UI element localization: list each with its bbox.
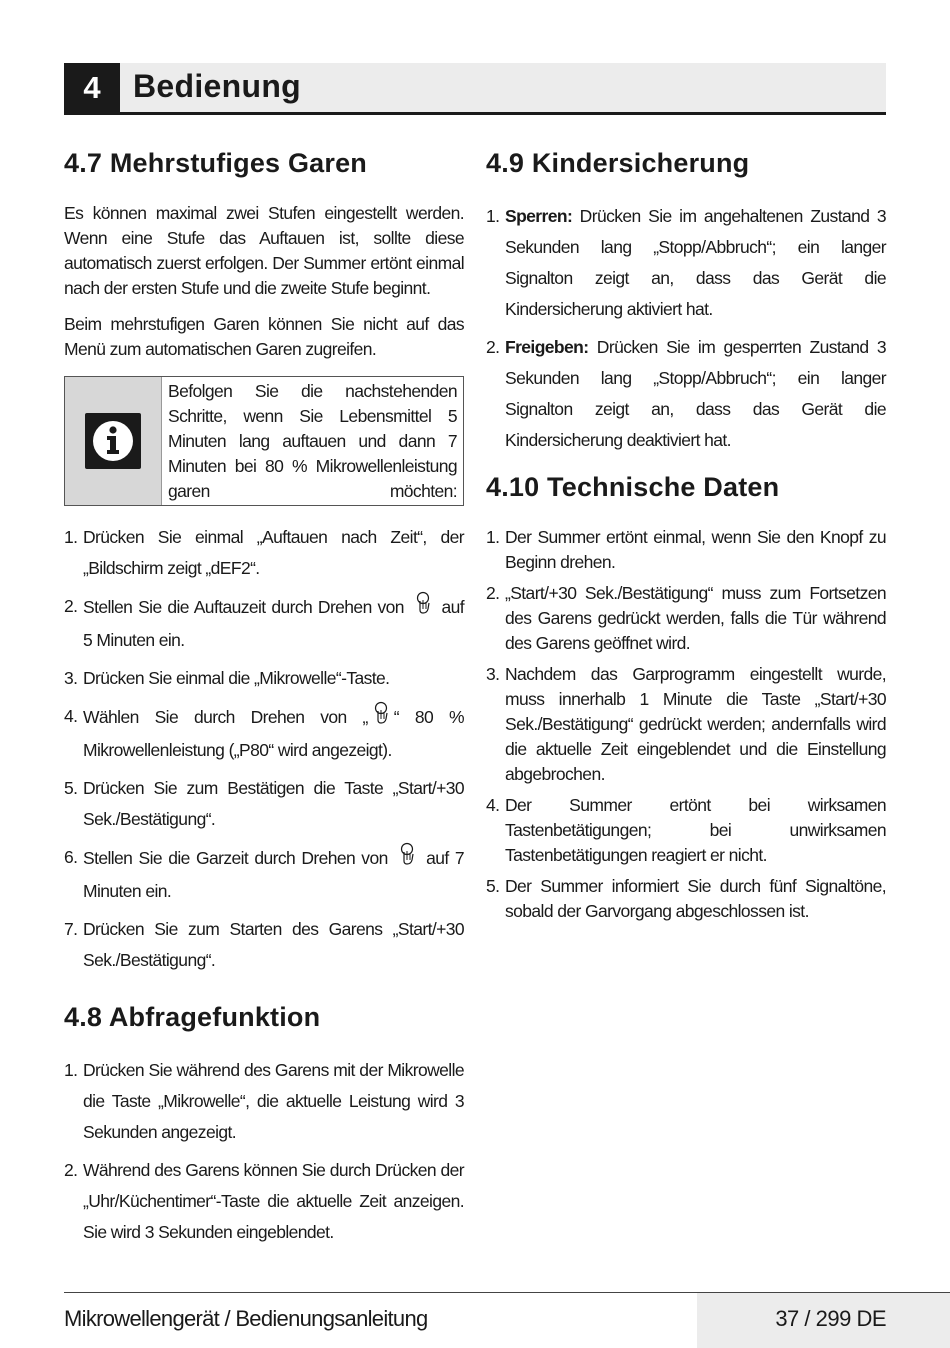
rotary-knob-icon bbox=[396, 842, 418, 876]
list-item-text: Wählen Sie durch Drehen von „ bbox=[83, 707, 368, 727]
list-item-text: Drücken Sie zum Bestätigen die Taste „Start/+30 Sek./Bestätigung“. bbox=[83, 778, 464, 829]
rotary-knob-icon bbox=[370, 701, 392, 735]
list-item-text: Nachdem das Garprogramm eingestellt wurde, muss innerhalb 1 Minute die Taste „Start/+30 Sek./Bestätigung“ gedrückt werden; andernfalls wird die aktuelle Zeit eingeblendet und die Einstellung abgebrochen. bbox=[505, 664, 886, 784]
right-column bbox=[486, 148, 886, 930]
list-number: 3. bbox=[64, 668, 78, 688]
paragraph: Es können maximal zwei Stufen eingestellt werden. Wenn eine Stufe das Auftauen ist, sollte diese automatisch zuerst erfolgen. Der Summer ertönt einmal nach der ersten Stufe und die zweite Stufe beginnt. bbox=[64, 203, 464, 298]
list-item-label: Sperren: bbox=[505, 206, 573, 226]
list-item bbox=[486, 874, 886, 924]
paragraph: Beim mehrstufigen Garen können Sie nicht auf das Menü zum automatischen Garen zugreifen. bbox=[64, 314, 464, 359]
list-number: 6. bbox=[64, 847, 78, 867]
list-number: 2. bbox=[486, 337, 500, 357]
list-item bbox=[64, 914, 464, 976]
list-item bbox=[64, 1155, 464, 1248]
list-item bbox=[64, 701, 464, 766]
list-item-text: Während des Garens können Sie durch Drücken der „Uhr/Küchentimer“-Taste die aktuelle Zeit anzeigen. Sie wird 3 Sekunden eingeblendet. bbox=[83, 1160, 464, 1242]
list-item bbox=[64, 773, 464, 835]
steps-list-4-7 bbox=[64, 522, 464, 976]
list-number: 1. bbox=[64, 1060, 78, 1080]
list-number: 4. bbox=[64, 706, 78, 726]
list-item bbox=[486, 793, 886, 868]
list-item-text: Stellen Sie die Garzeit durch Drehen von bbox=[83, 848, 388, 868]
rotary-knob-icon bbox=[412, 591, 434, 625]
list-item-text: Drücken Sie zum Starten des Garens „Start/+30 Sek./Bestätigung“. bbox=[83, 919, 464, 970]
list-item-label: Freigeben: bbox=[505, 337, 589, 357]
steps-list-4-8 bbox=[64, 1055, 464, 1248]
list-item bbox=[64, 1055, 464, 1148]
footer-document-title: Mikrowellengerät / Bedienungsanleitung bbox=[64, 1306, 428, 1331]
list-item bbox=[486, 662, 886, 787]
section-heading-4-8: 4.8 Abfragefunktion bbox=[64, 1002, 321, 1032]
list-item bbox=[64, 591, 464, 656]
list-number: 2. bbox=[64, 596, 78, 616]
steps-list-4-10 bbox=[486, 525, 886, 924]
list-item bbox=[486, 581, 886, 656]
list-number: 2. bbox=[486, 583, 500, 603]
list-item bbox=[64, 663, 464, 694]
section-heading-4-9: 4.9 Kindersicherung bbox=[486, 148, 750, 178]
list-item-text: Der Summer ertönt einmal, wenn Sie den Knopf zu Beginn drehen. bbox=[505, 527, 886, 572]
list-item bbox=[486, 525, 886, 575]
list-item-text: Drücken Sie während des Garens mit der Mikrowelle die Taste „Mikrowelle“, die aktuelle Leistung wird 3 Sekunden angezeigt. bbox=[83, 1060, 464, 1142]
list-number: 3. bbox=[486, 664, 500, 684]
page-number: 37 / 299 DE bbox=[775, 1306, 886, 1331]
chapter-title: Bedienung bbox=[133, 68, 302, 104]
list-number: 2. bbox=[64, 1160, 78, 1180]
chapter-number: 4 bbox=[64, 63, 120, 112]
list-number: 5. bbox=[486, 876, 500, 896]
list-item-text: „Start/+30 Sek./Bestätigung“ muss zum Fortsetzen des Garens gedrückt werden, falls die Tür während des Garens geöffnet wird. bbox=[505, 583, 886, 653]
list-item bbox=[64, 842, 464, 907]
info-box bbox=[64, 376, 464, 506]
list-number: 1. bbox=[486, 206, 500, 226]
list-number: 5. bbox=[64, 778, 78, 798]
list-item-text: Drücken Sie einmal „Auftauen nach Zeit“, der „Bildschirm zeigt „dEF2“. bbox=[83, 527, 464, 578]
left-column bbox=[64, 148, 464, 1255]
list-number: 1. bbox=[64, 527, 78, 547]
list-item-text: Der Summer ertönt bei wirksamen Tastenbetätigungen; bei unwirksamen Tastenbetätigungen reagiert er nicht. bbox=[505, 795, 886, 865]
list-item-text: Drücken Sie im gesperrten Zustand 3 Sekunden lang „Stopp/Abbruch“; ein langer Signalton zeigt an, dass das Gerät die Kindersicherung deaktiviert hat. bbox=[505, 337, 886, 450]
list-item-text: Der Summer informiert Sie durch fünf Signaltöne, sobald der Garvorgang abgeschlossen ist. bbox=[505, 876, 886, 921]
info-icon bbox=[85, 413, 141, 469]
info-box-icon-cell bbox=[65, 377, 162, 505]
list-item-text: Drücken Sie im angehaltenen Zustand 3 Sekunden lang „Stopp/Abbruch“; ein langer Signalton zeigt an, dass das Gerät die Kindersicherung aktiviert hat. bbox=[505, 206, 886, 319]
list-number: 7. bbox=[64, 919, 78, 939]
list-item bbox=[486, 201, 886, 325]
list-item-text: auf 5 Minuten ein. bbox=[83, 597, 465, 650]
steps-list-4-9 bbox=[486, 201, 886, 456]
section-heading-4-10: 4.10 Technische Daten bbox=[486, 472, 780, 502]
list-number: 1. bbox=[486, 527, 500, 547]
list-number: 4. bbox=[486, 795, 500, 815]
list-item bbox=[486, 332, 886, 456]
list-item-text: auf 7 Minuten ein. bbox=[83, 848, 464, 901]
section-heading-4-7: 4.7 Mehrstufiges Garen bbox=[64, 148, 367, 178]
list-item-text: Drücken Sie einmal die „Mikrowelle“-Taste. bbox=[83, 668, 390, 688]
chapter-header bbox=[64, 63, 886, 115]
info-box-text: Befolgen Sie die nachstehenden Schritte, wenn Sie Lebensmittel 5 Minuten lang auftauen und dann 7 Minuten bei 80 % Mikrowellenleistung garen möchten: bbox=[168, 381, 457, 501]
list-item-text: “ 80 % Mikrowellenleistung („P80“ wird angezeigt). bbox=[83, 707, 464, 760]
list-item-text: Stellen Sie die Auftauzeit durch Drehen von bbox=[83, 597, 404, 617]
list-item bbox=[64, 522, 464, 584]
